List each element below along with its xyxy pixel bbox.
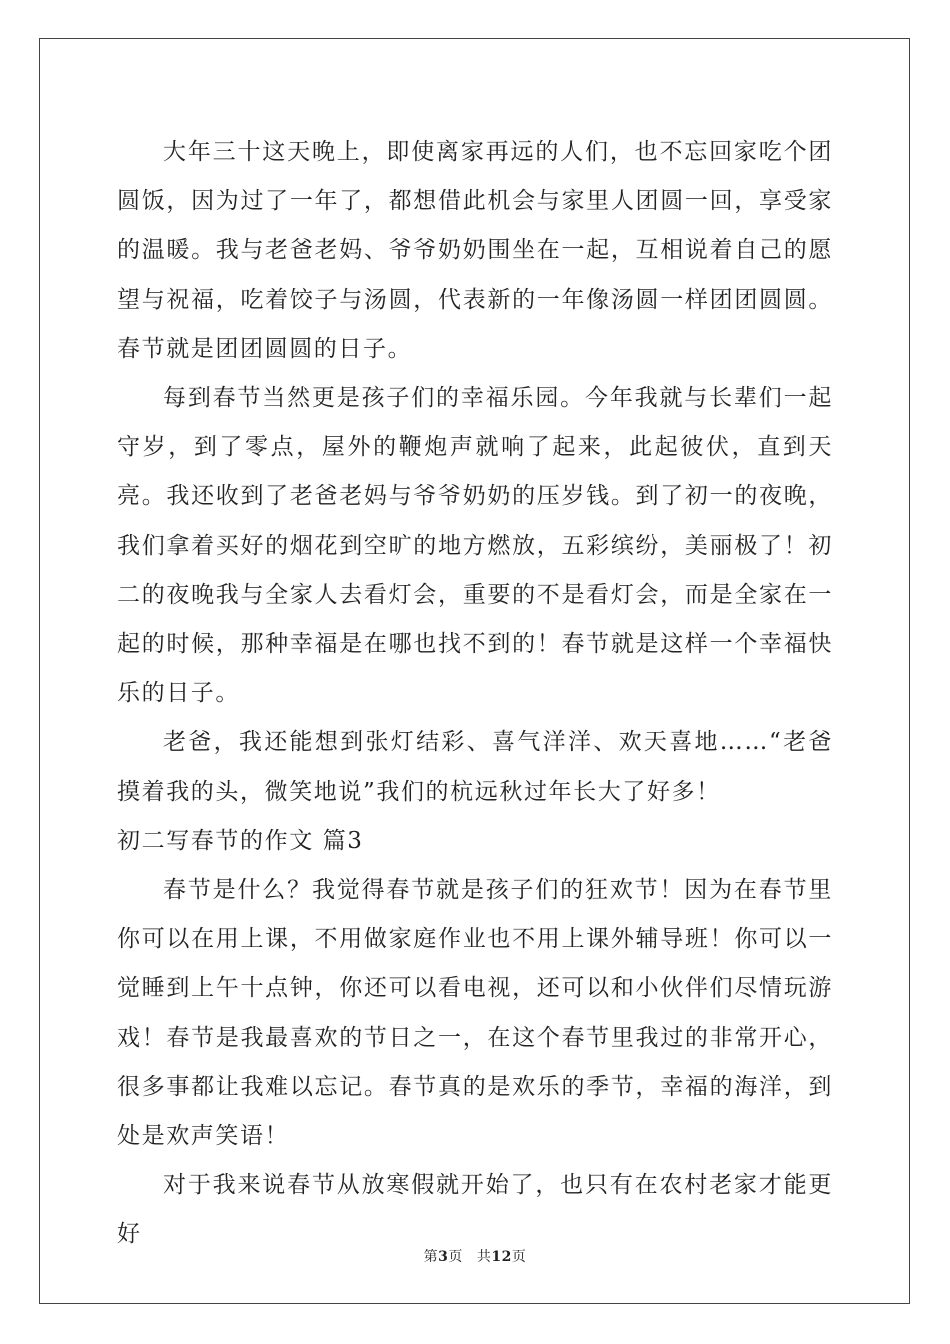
paragraph-3: 老爸，我还能想到张灯结彩、喜气洋洋、欢天喜地……“老爸摸着我的头，微笑地说”我们的杭远秋过年长大了好多！ bbox=[117, 729, 833, 805]
page-footer bbox=[0, 1246, 950, 1266]
footer-page-suffix: 页 bbox=[448, 1249, 463, 1265]
footer-total-pages: 12 bbox=[491, 1249, 512, 1265]
section-heading: 初二写春节的作文 篇3 bbox=[117, 827, 364, 854]
footer-page-prefix: 第 bbox=[423, 1249, 439, 1265]
paragraph-2: 每到春节当然更是孩子们的幸福乐园。今年我就与长辈们一起守岁，到了零点，屋外的鞭炮声就响了起来，此起彼伏，直到天亮。我还收到了老爸老妈与爷爷奶奶的压岁钱。到了初一的夜晚，我们拿着买好的烟花到空旷的地方燃放，五彩缤纷，美丽极了！初二的夜晚我与全家人去看灯会，重要的不是看灯会，而是全家在一起的时候，那种幸福是在哪也找不到的！春节就是这样一个幸福快乐的日子。 bbox=[117, 385, 833, 707]
footer-page-number: 3 bbox=[438, 1249, 449, 1265]
paragraph-5: 对于我来说春节从放寒假就开始了，也只有在农村老家才能更好 bbox=[117, 1172, 833, 1248]
paragraph-1: 大年三十这天晚上，即使离家再远的人们，也不忘回家吃个团圆饭，因为过了一年了，都想借此机会与家里人团圆一回，享受家的温暖。我与老爸老妈、爷爷奶奶围坐在一起，互相说着自己的愿望与祝福，吃着饺子与汤圆，代表新的一年像汤圆一样团团圆圆。春节就是团团圆圆的日子。 bbox=[117, 139, 833, 362]
paragraph-4: 春节是什么？我觉得春节就是孩子们的狂欢节！因为在春节里你可以在用上课，不用做家庭作业也不用上课外辅导班！你可以一觉睡到上午十点钟，你还可以看电视，还可以和小伙伴们尽情玩游戏！春节是我最喜欢的节日之一，在这个春节里我过的非常开心，很多事都让我难以忘记。春节真的是欢乐的季节，幸福的海洋，到处是欢声笑语！ bbox=[117, 877, 833, 1150]
footer-total-suffix: 页 bbox=[511, 1249, 527, 1265]
footer-total-prefix: 共 bbox=[476, 1249, 492, 1265]
document-body bbox=[117, 128, 833, 1260]
